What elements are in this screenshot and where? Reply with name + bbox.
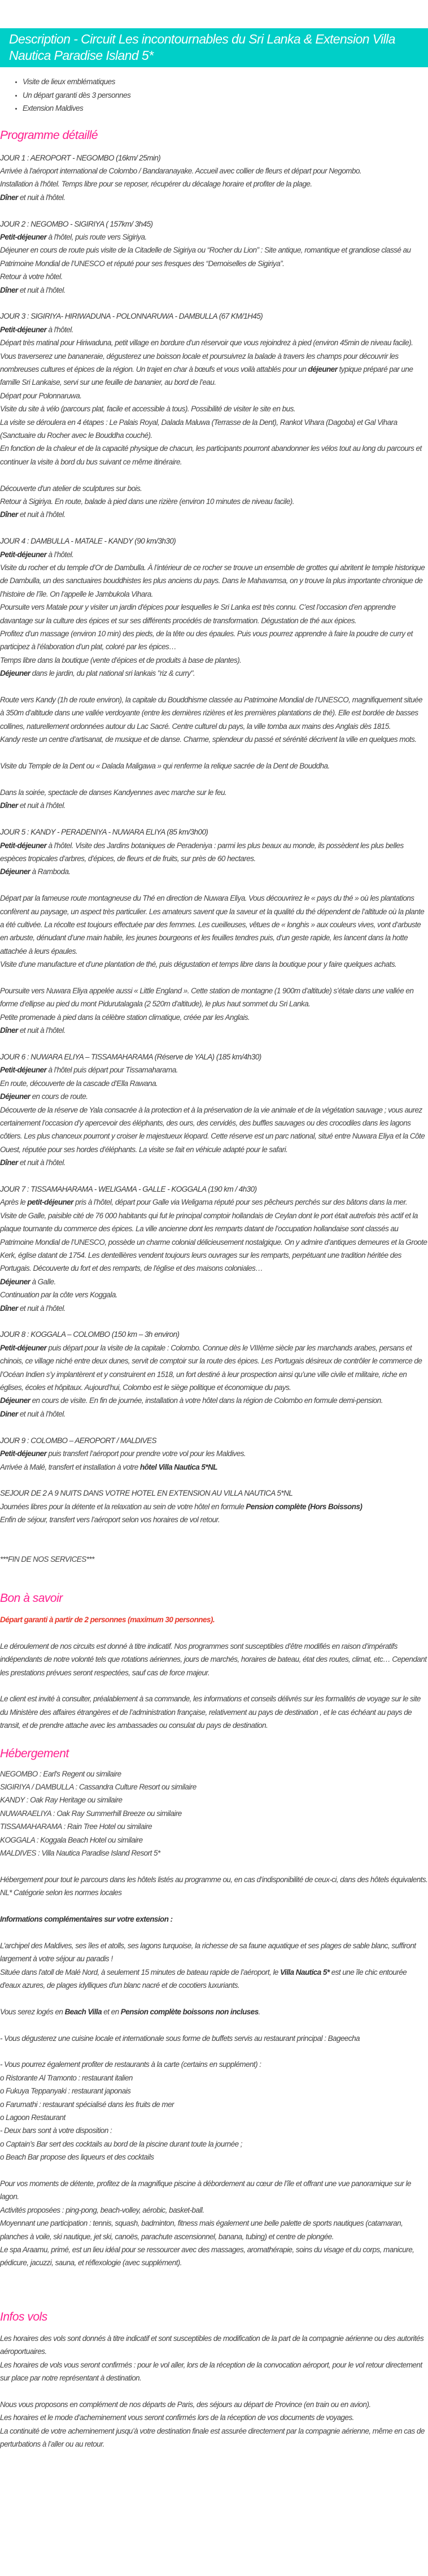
day-paragraph: Déjeuner à Ramboda. [0, 867, 71, 876]
extension-info [0, 1939, 428, 2270]
hebergement-note: Hébergement pour tout le parcours dans les hôtels listés au programme ou, en cas d’indisponibilité de ceux-ci, dans des hôtels équivalents. [0, 1875, 428, 1884]
day-paragraph: Poursuite vers Nuwara Eliya appelée aussi « Little England ». Cette station de montagne (1 900m d’altitude) s’étale dans une vallée en forme d’ellipse au pied du mont Pidurutalagala (2 520m d’altitude), le plus haut sommet du Sri Lanka. [0, 986, 414, 1009]
extension-line: o Beach Bar propose des liqueurs et des cocktails [0, 2153, 154, 2162]
highlight-item: • Extension Maldives [23, 102, 428, 115]
day-paragraph: En fonction de la chaleur et de la capacité physique de chacun, les participants pourront abandonner les vélos tout au long du parcours et continuer la visite à bord du bus suivant ce même itinéraire. [0, 444, 422, 466]
page-title: Description - Circuit Les incontournables du Sri Lanka & Extension Villa Nautica Paradise Island 5* [9, 32, 395, 63]
day-paragraph: Visite du rocher et du temple d’Or de Dambulla. À l’intérieur de ce rocher se trouve un ensemble de grottes qui abritent le temple historique de Dambulla, un des sanctuaires bouddhistes les plus anciens du pays. Dans le Mahavamsa, on y trouve la plus importante chronique de l’histoire de l’île. On l’appelle le Jambukola Vihara. [0, 563, 425, 598]
spacer [0, 2385, 428, 2398]
spacer [0, 680, 428, 693]
day-paragraph: Kandy reste un centre d’artisanat, de musique et de danse. Charme, splendeur du passé et sérénité décrivent la ville en quelques mots. [0, 735, 417, 744]
day-title: JOUR 4 : DAMBULLA - MATALE - KANDY (90 km/3h30) [0, 537, 176, 546]
day-paragraph: Retour à votre hôtel. [0, 272, 63, 281]
extension-line: - Vous pourrez également profiter de restaurants à la carte (certains en supplément) : [0, 2060, 261, 2069]
day-paragraph: Diner et nuit à l’hôtel. [0, 1409, 65, 1418]
day-paragraph: Petit-déjeuner puis transfert l’aéroport pour prendre votre vol pour les Maldives. [0, 1449, 246, 1458]
day-paragraph: Poursuite vers Matale pour y visiter un jardin d'épices pour lesquelles le Sri Lanka est très connu. C’est l’occasion d’en apprendre davantage sur la culture des épices et sur ses différents procédés de transformation. Dégustation de thé aux épices. [0, 603, 396, 625]
day-title: JOUR 2 : NEGOMBO - SIGIRIYA ( 157km/ 3h45) [0, 219, 153, 228]
day-paragraph: La visite se déroulera en 4 étapes : Le Palais Royal, Dalada Maluwa (Terrasse de la Dent), Rankot Vihara (Dagoba) et Gal Vihara (Sanctuaire du Rocher avec le Bouddha couché). [0, 418, 398, 440]
spacer [0, 1315, 428, 1328]
day-paragraph: Dîner et nuit à l’hôtel. [0, 510, 65, 519]
day-title: JOUR 9 : COLOMBO – AEROPORT / MALDIVES [0, 1436, 156, 1445]
day-title: JOUR 6 : NUWARA ELIYA – TISSAMAHARAMA (Réserve de YALA) (185 km/4h30) [0, 1052, 261, 1061]
extension-line: o Fukuya Teppanyaki : restaurant japonais [0, 2087, 131, 2096]
day-paragraph: Visite du Temple de la Dent ou « Dalada Maligawa » qui renferme la relique sacrée de la Dent de Bouddha. [0, 762, 330, 771]
day-paragraph: Dîner et nuit à l'hôtel. [0, 193, 65, 202]
day-paragraph: Déjeuner à Galle. [0, 1277, 56, 1286]
spacer [0, 746, 428, 759]
hotel-item: KANDY : Oak Ray Heritage ou similaire [0, 1796, 123, 1805]
spacer [0, 2045, 428, 2058]
hotel-list [0, 1767, 428, 1860]
day-paragraph: Dîner et nuit à l’hôtel. [0, 1026, 65, 1035]
day-paragraph: Continuation par la côte vers Koggala. [0, 1291, 117, 1300]
infos-vols-heading: Infos vols [0, 2310, 47, 2323]
day-paragraph: Dans la soirée, spectacle de danses Kandyennes avec marche sur le feu. [0, 788, 227, 797]
extension-line: L’archipel des Maldives, ses îles et atolls, ses lagons turquoise, la richesse de sa faune aquatique et ses plages de sable blanc, suffiront largement à votre séjour au paradis ! [0, 1941, 416, 1964]
day-paragraph: Enfin de séjour, transfert vers l’aéroport selon vos horaires de vol retour. [0, 1515, 220, 1524]
flight-info-line: Nous vous proposons en complément de nos départs de Paris, des séjours au départ de Province (en train ou en avion). [0, 2400, 371, 2409]
spacer [0, 879, 428, 892]
hotel-item: SIGIRIYA / DAMBULLA : Cassandra Culture Resort ou similaire [0, 1782, 196, 1791]
day-paragraph: Journées libres pour la détente et la relaxation au sein de votre hôtel en formule Pension complète (Hors Boissons) [0, 1502, 363, 1511]
content [0, 115, 428, 2451]
hotel-item: TISSAMAHARAMA : Rain Tree Hotel ou similaire [0, 1822, 152, 1831]
day-paragraph: Petit-déjeuner à l'hôtel. Visite des Jardins botaniques de Peradeniya : parmi les plus beaux au monde, ils possèdent les plus belles espèces tropicales d’arbres, d’épices, de fleurs et de fruits, sur près de 60 hectares. [0, 841, 404, 863]
highlights-list [0, 75, 428, 115]
day-title: JOUR 8 : KOGGALA – COLOMBO (150 km – 3h environ) [0, 1330, 180, 1339]
extension-line: Située dans l'atoll de Malé Nord, à seulement 15 minutes de bateau rapide de l’aéroport, le Villa Nautica 5* est une île chic entourée d'eaux azures, de plages idylliques d'un blanc nacré et de cocotiers luxuriants. [0, 1967, 407, 1989]
day-paragraph: Retour à Sigiriya. En route, balade à pied dans une rizière (environ 10 minutes de niveau facile). [0, 497, 294, 506]
spacer [0, 1474, 428, 1487]
day-paragraph: Visite d’une manufacture et d’une plantation de thé, puis dégustation et temps libre dans la boutique pour y faire quelques achats. [0, 960, 397, 969]
spacer [0, 297, 428, 310]
day-title: JOUR 7 : TISSAMAHARAMA - WELIGAMA - GALLE - KOGGALA (190 km / 4h30) [0, 1185, 257, 1193]
category-note: NL* Catégorie selon les normes locales [0, 1888, 122, 1897]
hotel-item: NEGOMBO : Earl's Regent ou similaire [0, 1769, 121, 1778]
spacer [0, 813, 428, 826]
spacer [0, 2164, 428, 2177]
day-paragraph: Temps libre dans la boutique (vente d’épices et de produits à base de plantes). [0, 655, 242, 664]
hebergement-heading: Hébergement [0, 1747, 69, 1760]
extension-line: Moyennant une participation : tennis, squash, badminton, fitness mais également une belle palette de sports nautiques (catamaran, planches à voile, ski nautique, jet ski, canoës, parachute ascensionnel, banana, tubing) et centre de plongée. [0, 2219, 403, 2241]
day-paragraph: Dîner et nuit à l’hôtel. [0, 285, 65, 294]
day-paragraph: Visite de Galle, paisible cité de 76 000 habitants qui fut le principal comptoir hollandais de Ceylan dont le port était autrefois très actif et la plaque tournante du commerce des épices. La ville ancienne dont les remparts datant de l’occupation hollandaise sont classés au Patrimoine Mondial de l’UNESCO, possède un charme colonial délicieusement nostalgique. On y admire d’antiques demeures et la Groote Kerk, église datant de 1754. Les dentellières vendent toujours leurs ouvrages sur les remparts, perpétuant une tradition héritée des Portugais. Découverte du fort et des remparts, de l'église et des maisons coloniales… [0, 1211, 427, 1273]
day-paragraph: Petite promenade à pied dans la célèbre station climatique, créée par les Anglais. [0, 1013, 250, 1022]
day-paragraph: Petit-déjeuner puis départ pour la visite de la capitale : Colombo. Connue dès le VIIIème siècle par les marchands arabes, persans et chinois, ce village niché entre deux dunes, servit de comptoir sur la route des épices. Les Portugais désireux de contrôler le commerce de l’Océan Indien s’y implantèrent et y construirent en 1518, un fort destiné à leur prospection ainsi qu’une ville civile et militaire, riche en églises, écoles et hôpitaux. Aujourd’hui, Colombo est le siège politique et économique du pays. [0, 1343, 422, 1392]
day-paragraph: Départ très matinal pour Hiriwaduna, petit village en bordure d’un réservoir que vous rejoindrez à pied (environ 45min de niveau facile). Vous traverserez une bananeraie, dégusterez une boisson locale et poursuivrez la balade à travers les champs pour découvrir les nombreuses cultures et épices de la région. Un trajet en char à bœufs et vous voilà attablés pour un déjeuner typique préparé par une famille Sri Lankaise, servi sur une feuille de bananier, au bord de l’eau. [0, 338, 413, 387]
departure-guarantee: Départ garanti à partir de 2 personnes (maximum 30 personnes). [0, 1615, 215, 1624]
extension-line: - Deux bars sont à votre disposition : [0, 2126, 112, 2135]
programme-days [0, 151, 428, 1527]
end-of-services-note: ***FIN DE NOS SERVICES*** [0, 1554, 94, 1563]
day-paragraph: Arrivée à l'aéroport international de Colombo / Bandaranayake. Accueil avec collier de fleurs et départ pour Negombo. [0, 166, 362, 175]
bon-a-savoir-paragraph: Le déroulement de nos circuits est donné à titre indicatif. Nos programmes sont susceptibles d’être modifiés en raison d’impératifs indépendants de notre volonté tels que rotations aériennes, jours de marchés, horaires de bateau, état des routes, climat, etc… Cependant les prestations prévues seront respectées, sauf cas de force majeur. [0, 1641, 427, 1677]
day-paragraph: Petit-déjeuner à l'hôtel, puis route vers Sigiriya. [0, 232, 147, 241]
day-paragraph: Déjeuner en cours de visite. En fin de journée, installation à votre hôtel dans la région de Colombo en formule demi-pension. [0, 1396, 383, 1405]
spacer [0, 1037, 428, 1050]
day-paragraph: Route vers Kandy (1h de route environ), la capitale du Bouddhisme classée au Patrimoine Mondial de l’UNESCO, magnifiquement située à 350m d’altitude dans une vallée verdoyante (entre les dernières rizières et les premières plantations de thé). Elle est bordée de basses collines, naturellement ordonnées autour du Lac Sacré. Centre culturel du pays, la ville tomba aux mains des Anglais dès 1815. [0, 696, 422, 731]
extension-line: o Ristorante Al Tramonto : restaurant italien [0, 2073, 133, 2082]
day-paragraph: Petit-déjeuner à l'hôtel. [0, 325, 73, 334]
extension-line: Vous serez logés en Beach Villa et en Pension complète boissons non incluses. [0, 2007, 260, 2016]
extension-title: Informations complémentaires sur votre extension : [0, 1914, 173, 1923]
day-paragraph: Dîner et nuit à l’hôtel. [0, 1304, 65, 1313]
spacer [0, 204, 428, 217]
spacer [0, 2018, 428, 2031]
spacer [0, 971, 428, 984]
day-paragraph: Départ pour Polonnaruwa. [0, 391, 82, 400]
day-paragraph: Petit-déjeuner à l’hôtel. [0, 550, 74, 559]
extension-line: - Vous dégusterez une cuisine locale et internationale sous forme de buffets servis au restaurant principal : Bageecha [0, 2034, 360, 2043]
hotel-item: MALDIVES : Villa Nautica Paradise Island Resort 5* [0, 1848, 160, 1857]
flight-info-line: Les horaires des vols sont donnés à titre indicatif et sont susceptibles de modification de la part de la compagnie aérienne ou des autorités aéroportuaires. [0, 2334, 424, 2356]
spacer [0, 1992, 428, 2005]
highlight-item: • Visite de lieux emblématiques [23, 75, 428, 89]
extension-line: o Farumathi : restaurant spécialisé dans les fruits de mer [0, 2100, 174, 2109]
day-paragraph: Découverte d'un atelier de sculptures sur bois. [0, 484, 142, 493]
day-paragraph: Déjeuner en cours de route puis visite de la Citadelle de Sigiriya ou “Rocher du Lion” : Site antique, romantique et grandiose classé au Patrimoine Mondial de l’UNESCO et réputé pour ses fresques des “Demoiselles de Sigiriya”. [0, 246, 411, 268]
day-paragraph: Dîner et nuit à l’hôtel. [0, 1158, 65, 1167]
day-paragraph: Découverte de la réserve de Yala consacrée à la protection et à la préservation de la vie animale et de la végétation sauvage ; vous aurez certainement l’occasion d’y apercevoir des éléphants, des ours, des cervidés, des buffles sauvages ou des crocodiles dans les lagons côtiers. Les plus chanceux pourront y croiser le majestueux léopard. Cette réserve est un parc national, situé entre Nuwara Eliya et la Côte Ouest, réputée pour ses hordes d’éléphants. La visite se fait en véhicule adapté pour le safari. [0, 1105, 425, 1154]
day-paragraph: Petit-déjeuner à l’hôtel puis départ pour Tissamaharama. [0, 1066, 178, 1075]
programme-heading: Programme détaillé [0, 128, 98, 142]
extension-line: o Captain’s Bar sert des cocktails au bord de la piscine durant toute la journée ; [0, 2139, 242, 2148]
title-banner [0, 28, 428, 67]
extension-line: Activités proposées : ping-pong, beach-volley, aérobic, basket-ball. [0, 2205, 204, 2214]
bon-a-savoir-heading: Bon à savoir [0, 1591, 63, 1605]
hotel-item: NUWARAELIYA : Oak Ray Summerhill Breeze ou similaire [0, 1809, 182, 1818]
day-title: JOUR 1 : AEROPORT - NEGOMBO (16km/ 25min) [0, 153, 161, 162]
day-paragraph: Après le petit-déjeuner pris à l’hôtel, départ pour Galle via Weligama réputé pour ses pêcheurs perchés sur des bâtons dans la mer. [0, 1198, 408, 1207]
day-paragraph: En route, découverte de la cascade d’Ella Rawana. [0, 1079, 158, 1088]
spacer [0, 522, 428, 535]
extension-line: o Lagoon Restaurant [0, 2113, 65, 2122]
flight-info-line: Les horaires de vols vous seront confirmés : pour le vol aller, lors de la réception de la convocation aéroport, pour le vol retour directement sur place par notre représentant à destination. [0, 2360, 422, 2383]
day-title: JOUR 3 : SIGIRIYA- HIRIWADUNA - POLONNARUWA - DAMBULLA (67 KM/1H45) [0, 312, 263, 321]
flight-info-line: La continuité de votre acheminement jusqu’à votre destination finale est assurée directement par la compagnie aérienne, même en cas de perturbations à l’aller ou au retour. [0, 2426, 425, 2449]
day-paragraph: Déjeuner en cours de route. [0, 1092, 88, 1101]
spacer [0, 1421, 428, 1433]
spacer [0, 1170, 428, 1183]
day-title: SEJOUR DE 2 A 9 NUITS DANS VOTRE HOTEL EN EXTENSION AU VILLA NAUTICA 5*NL [0, 1489, 293, 1498]
day-paragraph: Départ par la fameuse route montagneuse du Thé en direction de Nuwara Eliya. Vous découvrirez le « pays du thé » où les plantations confèrent au paysage, un aspect très particulier. Les amateurs savent que la saveur et la qualité du thé dépendent de l’altitude où la plante a été cultivée. La récolte est toujours effectuée par des femmes. Les cueilleuses, vêtues de « longhis » aux couleurs vives, vont d’arbuste en arbuste, dénudant d’une main habile, les jeunes bourgeons et les feuilles tendres puis, d’un geste rapide, les lancent dans la hotte attachée à leurs épaules. [0, 894, 425, 955]
day-paragraph: Dîner et nuit à l’hôtel. [0, 801, 65, 810]
flight-info [0, 2332, 428, 2451]
extension-line: Pour vos moments de détente, profitez de la magnifique piscine à débordement au cœur de l’île et offrant une vue panoramique sur le lagon. [0, 2179, 411, 2201]
flight-info-line: Les horaires et le mode d’acheminement vous seront confirmés lors de la réception de vos documents de voyages. [0, 2413, 354, 2422]
day-paragraph: Arrivée à Malé, transfert et installation à votre hôtel Villa Nautica 5*NL [0, 1462, 217, 1471]
spacer [0, 773, 428, 786]
day-paragraph: Installation à l'hôtel. Temps libre pour se reposer, récupérer du décalage horaire et profiter de la plage. [0, 180, 312, 189]
bon-a-savoir-paragraph: Le client est invité à consulter, préalablement à sa commande, les informations et conseils délivrés sur les formalités de voyage sur le site du Ministère des affaires étrangères et de l’administration française, relativement au pays de destination , et le cas échéant au pays de transit, et de prendre attache avec les ambassades ou consulat du pays de destination. [0, 1695, 421, 1730]
day-title: JOUR 5 : KANDY - PERADENIYA - NUWARA ELIYA (85 km/3h00) [0, 828, 208, 837]
day-paragraph: Déjeuner dans le jardin, du plat national sri lankais "riz & curry". [0, 669, 195, 678]
highlight-item: • Un départ garanti dès 3 personnes [23, 89, 428, 102]
spacer [0, 468, 428, 481]
day-paragraph: Profitez d’un massage (environ 10 min) des pieds, de la tête ou des épaules. Puis vous pourrez apprendre à faire la poudre de curry et participez à l’élaboration d’un plat, coloré par les épices… [0, 629, 413, 651]
hotel-item: KOGGALA : Koggala Beach Hotel ou similaire [0, 1835, 143, 1844]
extension-line: Le spa Araamu, primé, est un lieu idéal pour se ressourcer avec des massages, aromathérapie, soins du visage et du corps, manicure, pédicure, jacuzzi, sauna, et réflexologie (avec supplément). [0, 2245, 414, 2267]
day-paragraph: Visite du site à vélo (parcours plat, facile et accessible à tous). Possibilité de visiter le site en bus. [0, 405, 295, 414]
